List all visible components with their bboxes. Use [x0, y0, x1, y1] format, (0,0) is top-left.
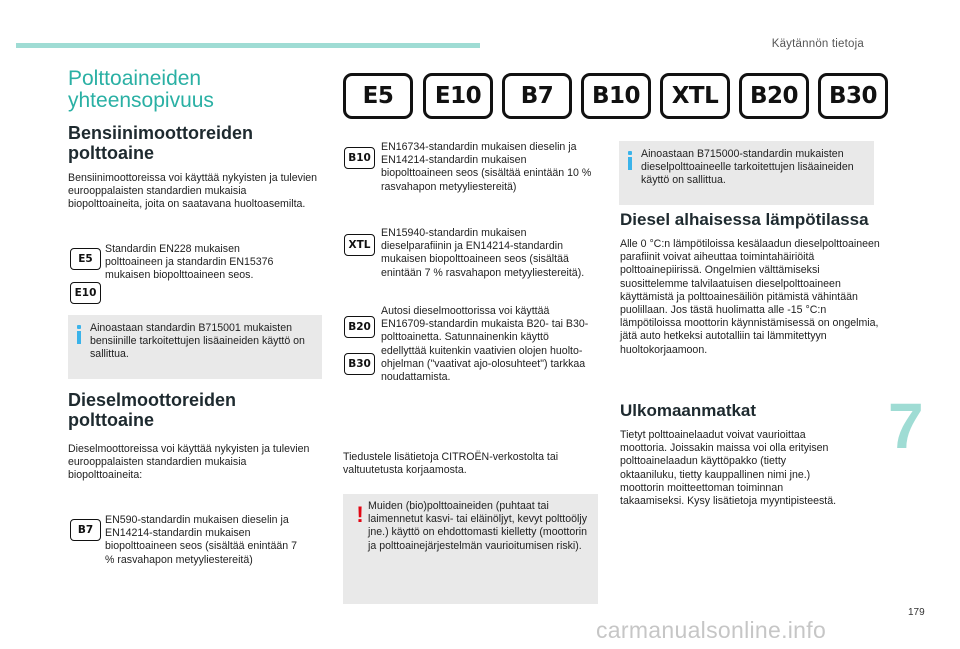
chapter-number: 7 [888, 390, 924, 462]
petrol-intro: Bensiinimoottoreissa voi käyttää nykyisten ja tulevien eurooppalaisten standardien mukaisia biopolttoaineita, joita on saatavana huoltoasemilta. [68, 172, 318, 211]
diesel-heading: Dieselmoottoreiden polttoaine [68, 390, 237, 430]
info-icon [77, 325, 81, 344]
fuel-badge-e5: E5 [343, 73, 413, 119]
petrol-standard-text: Standardin EN228 mukaisen polttoaineen ja standardin EN15376 mukaisen biopolttoaineen seos. [105, 243, 274, 282]
page-title: Polttoaineiden yhteensopivuus [68, 67, 214, 112]
header-bar [16, 43, 480, 48]
info-icon [628, 151, 632, 170]
abroad-heading: Ulkomaanmatkat [620, 401, 757, 420]
diesel-intro: Dieselmoottoreissa voi käyttää nykyisten ja tulevien eurooppalaisten standardien mukaisia biopolttoaineita: [68, 443, 310, 482]
fuel-badge-b10: B10 [581, 73, 651, 119]
fuel-badge-b7: B7 [502, 73, 572, 119]
petrol-additive-note [68, 315, 322, 379]
petrol-note-text: Ainoastaan standardin B715001 mukaisten bensiinille tarkoitettujen lisäaineiden käyttö on sallittua. [90, 322, 305, 361]
warning-text: Muiden (bio)polttoaineiden (puhtaat tai laimennetut kasvi- tai eläinöljyt, kevyt polttoöljy jne.) käyttö on ehdottomasti kielletty (moottorin ja polttoainejärjestelmän vaurioitumisen riski). [368, 500, 588, 552]
diesel-additive-note [619, 141, 874, 205]
b7-badge: B7 [70, 519, 101, 541]
b10-text: EN16734-standardin mukaisen dieselin ja EN14214-standardin mukaisen biopolttoaineen seos (sisältää enintään 10 % rasvahapon metyyliestereitä) [381, 141, 592, 193]
b20-b30-text: Autosi dieselmoottorissa voi käyttää EN16709-standardin mukaista B20- tai B30-polttoainetta. Satunnainenkin käyttö edellyttää kuitenkin vaativien olojen huolto-ohjelman ("vaativat ajo-olosuhteet") tarkkaa noudattamista. [381, 305, 589, 384]
b7-text: EN590-standardin mukaisen dieselin ja EN14214-standardin mukaisen biopolttoaineen seos (sisältää enintään 7 % rasvahapon metyyliestereitä) [105, 514, 298, 566]
fuel-badge-e10: E10 [423, 73, 493, 119]
fuel-badge-b30: B30 [818, 73, 888, 119]
b10-badge: B10 [344, 147, 375, 169]
fuel-warning [343, 494, 598, 604]
diesel-note-text: Ainoastaan B715000-standardin mukaisten dieselpolttoaineelle tarkoitettujen lisäaineiden käyttö on sallittua. [641, 148, 854, 187]
section-label: Käytännön tietoja [771, 38, 864, 50]
fuel-badge-xtl: XTL [660, 73, 730, 119]
cold-heading: Diesel alhaisessa lämpötilassa [620, 210, 869, 229]
e5-badge: E5 [70, 248, 101, 270]
warning-icon: ! [356, 502, 364, 527]
page-number: 179 [908, 607, 925, 618]
cold-text: Alle 0 °C:n lämpötiloissa kesälaadun dieselpolttoaineen parafiinit voivat aiheuttaa toimintahäiriöitä polttoainepiirissä. Ongelmien välttämiseksi suosittelemme talvilaatuisen dieselpolttoaineen käyttämistä ja polttoainesäiliön pitämistä vähintään puolillaan. Jos tästä huolimatta alle -15 °C:n lämpötiloissa moottorin käynnistämisessä on ongelmia, jätä auto hetkeksi autotalliin tai lämmitettyyn huoltokorjaamoon. [620, 238, 880, 356]
fuel-badge-b20: B20 [739, 73, 809, 119]
petrol-heading: Bensiinimoottoreiden polttoaine [68, 123, 254, 163]
b30-badge: B30 [344, 353, 375, 375]
e10-badge: E10 [70, 282, 101, 304]
xtl-text: EN15940-standardin mukaisen dieselparafiinin ja EN14214-standardin mukaisen biopolttoaineen seos (sisältää enintään 7 % rasvahapon metyyliestereitä). [381, 227, 585, 279]
watermark: carmanualsonline.info [596, 617, 827, 643]
info-text: Tiedustele lisätietoja CITROËN-verkostolta tai valtuutetusta korjaamosta. [343, 451, 559, 477]
b20-badge: B20 [344, 316, 375, 338]
abroad-text: Tietyt polttoainelaadut voivat vaurioittaa moottoria. Joissakin maissa voi olla erityisen polttoainelaadun käyttöpakko (tietty oktaaniluku, tietty kauppallinen nimi jne.) moottorin moitteettoman toiminnan takaamiseksi. Kysy lisätietoja myyntipisteestä. [620, 429, 837, 508]
xtl-badge: XTL [344, 234, 375, 256]
